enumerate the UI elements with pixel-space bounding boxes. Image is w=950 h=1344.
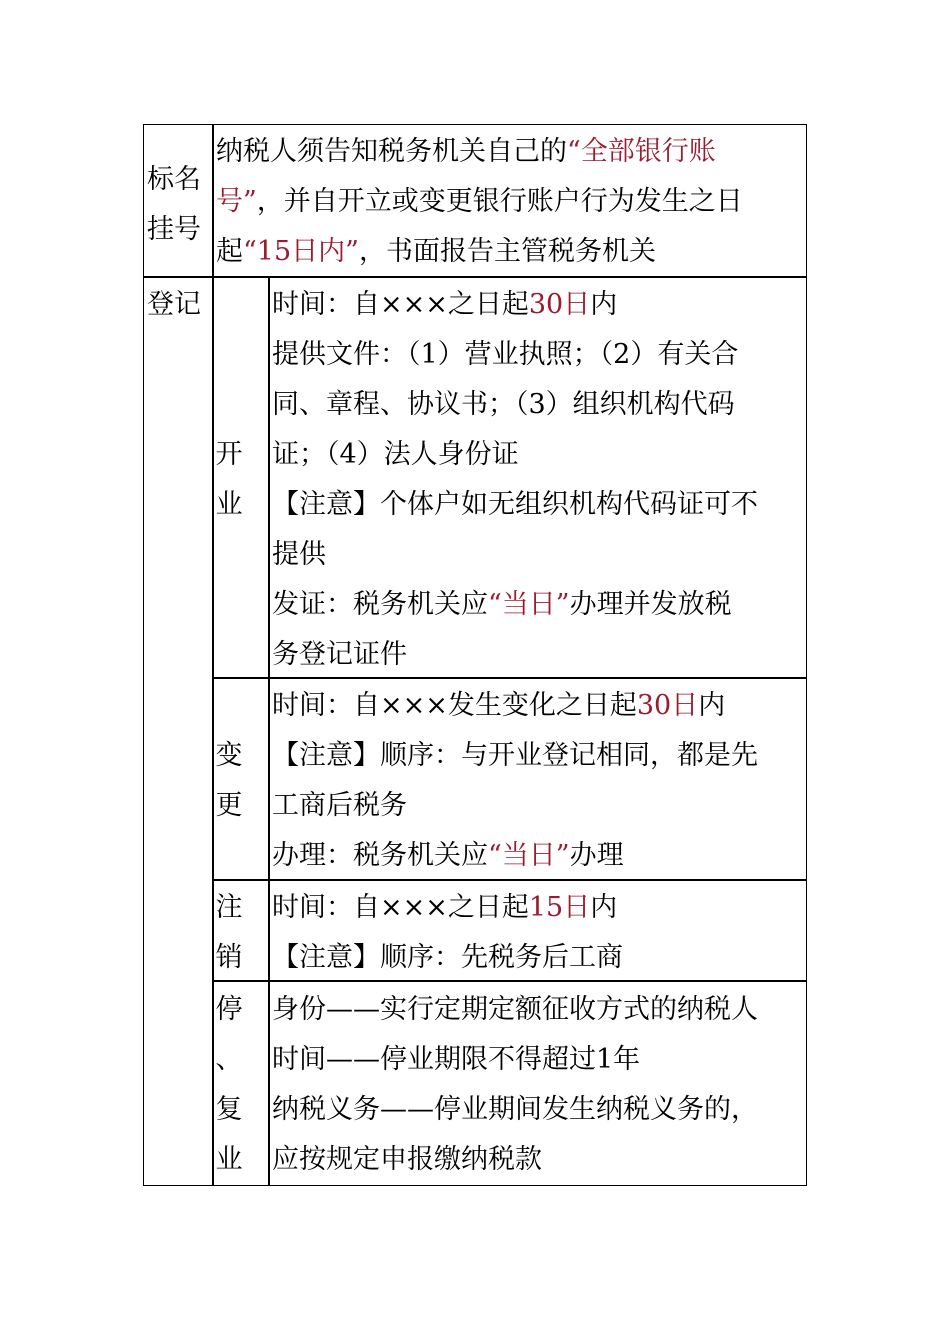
text-run: 发证：税务机关应 bbox=[272, 589, 488, 620]
highlight-run: “15日内” bbox=[243, 236, 359, 267]
content-line: 务登记证件 bbox=[272, 639, 407, 670]
label-line: 变 bbox=[215, 740, 243, 771]
row-label-registration bbox=[146, 280, 202, 330]
text-run: 内 bbox=[590, 892, 618, 923]
content-line: 身份——实行定期定额征收方式的纳税人 bbox=[272, 994, 758, 1025]
label-line: 更 bbox=[215, 790, 243, 821]
sub-label-opening bbox=[214, 430, 244, 530]
content-line: 纳税义务——停业期间发生纳税义务的， bbox=[272, 1094, 758, 1125]
row-label-named-account bbox=[146, 155, 202, 255]
text-run: 内 bbox=[590, 289, 618, 320]
label-line: 、 bbox=[215, 1044, 243, 1075]
named-account-content bbox=[216, 127, 743, 277]
text-run: 办理并发放税 bbox=[569, 589, 732, 620]
content-line: 同、章程、协议书；（3）组织机构代码 bbox=[272, 389, 735, 420]
cancellation-content bbox=[272, 883, 623, 983]
label-line: 挂号 bbox=[147, 214, 201, 245]
content-line: 【注意】顺序：先税务后工商 bbox=[272, 942, 623, 973]
text-run: ，书面报告主管税务机关 bbox=[358, 236, 656, 267]
highlight-run: “当日” bbox=[488, 589, 570, 620]
content-line bbox=[216, 227, 743, 277]
content-line: 工商后税务 bbox=[272, 790, 407, 821]
sub-label-cancellation bbox=[214, 883, 244, 983]
text-run: 办理 bbox=[569, 840, 624, 871]
label-line: 登记 bbox=[147, 289, 201, 320]
text-run: 纳税人须告知税务机关自己的 bbox=[216, 136, 567, 167]
content-line: 应按规定申报缴纳税款 bbox=[272, 1144, 542, 1175]
text-run: 起 bbox=[216, 236, 243, 267]
highlight-run: “全部银行账 bbox=[567, 136, 716, 167]
highlight-run: 30日 bbox=[636, 690, 699, 721]
content-line bbox=[272, 681, 758, 731]
sub-label-change bbox=[214, 731, 244, 831]
highlight-run: 号” bbox=[216, 186, 257, 217]
content-line bbox=[272, 831, 758, 881]
content-line: 【注意】顺序：与开业登记相同，都是先 bbox=[272, 740, 758, 771]
label-line: 注 bbox=[215, 892, 243, 923]
highlight-run: “当日” bbox=[488, 840, 570, 871]
text-run: 办理：税务机关应 bbox=[272, 840, 488, 871]
label-line: 复 bbox=[215, 1094, 243, 1125]
text-run: 时间：自×××发生变化之日起 bbox=[272, 690, 637, 721]
text-run: 时间：自×××之日起 bbox=[272, 892, 529, 923]
content-line: 证；（4）法人身份证 bbox=[272, 439, 519, 470]
label-line: 标名 bbox=[147, 164, 201, 195]
text-run: 内 bbox=[698, 690, 726, 721]
column-divider bbox=[268, 277, 270, 1186]
content-line: 【注意】个体户如无组织机构代码证可不 bbox=[272, 489, 758, 520]
label-line: 销 bbox=[215, 942, 243, 973]
text-run: 时间：自×××之日起 bbox=[272, 289, 529, 320]
content-line bbox=[272, 883, 623, 933]
label-line: 开 bbox=[215, 439, 243, 470]
highlight-run: 30日 bbox=[528, 289, 591, 320]
highlight-run: 15日 bbox=[528, 892, 591, 923]
opening-content bbox=[272, 280, 758, 680]
label-line: 停 bbox=[215, 994, 243, 1025]
content-line bbox=[216, 177, 743, 227]
content-line: 提供文件：（1）营业执照；（2）有关合 bbox=[272, 339, 739, 370]
content-line bbox=[272, 280, 758, 330]
content-line bbox=[216, 127, 743, 177]
content-line: 时间——停业期限不得超过1年 bbox=[272, 1044, 641, 1075]
label-line: 业 bbox=[215, 489, 243, 520]
sub-label-suspension-resumption bbox=[214, 985, 244, 1185]
change-content bbox=[272, 681, 758, 881]
label-line: 业 bbox=[215, 1144, 243, 1175]
content-line: 提供 bbox=[272, 539, 326, 570]
suspension-content bbox=[272, 985, 758, 1185]
content-line bbox=[272, 580, 758, 630]
text-run: ，并自开立或变更银行账户行为发生之日 bbox=[256, 186, 743, 217]
